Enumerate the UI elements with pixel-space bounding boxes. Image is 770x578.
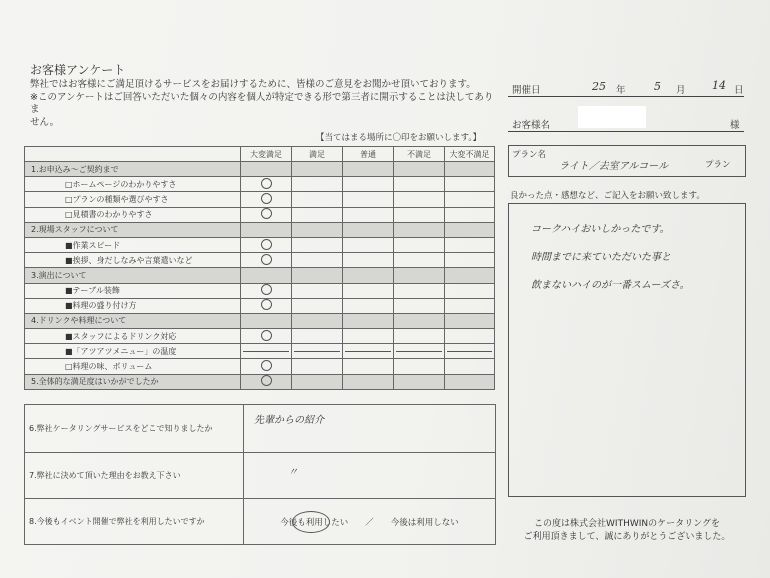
rating-cell[interactable]: [241, 207, 292, 222]
customer-name-label: お客様名: [512, 120, 551, 131]
item-label: ■「アツアツメニュー」の温度: [25, 344, 241, 359]
question-6-label: 6.弊社ケータリングサービスをどこで知りましたか: [25, 405, 244, 453]
circle-mark: [261, 178, 272, 189]
rating-cell[interactable]: [445, 222, 495, 237]
rating-cell[interactable]: [343, 298, 394, 313]
rating-cell[interactable]: [343, 313, 394, 328]
rating-cell[interactable]: [445, 344, 495, 359]
question-8-label: 8.今後もイベント開催で弊社を利用したいですか: [25, 499, 244, 545]
strike-line: [447, 351, 492, 352]
table-row: [25, 237, 495, 252]
rating-cell[interactable]: [445, 237, 495, 252]
rating-cell[interactable]: [292, 374, 343, 389]
redacted-name: [578, 106, 646, 128]
rating-cell[interactable]: [394, 253, 445, 268]
rating-cell[interactable]: [292, 237, 343, 252]
section-row: [25, 374, 495, 389]
item-label: ■挨拶、身だしなみや言葉遣いなど: [25, 253, 241, 268]
table-row: [25, 329, 495, 344]
date-year: 25: [592, 80, 606, 93]
rating-cell[interactable]: [445, 207, 495, 222]
column-very-unsatisfied: 大変不満足: [445, 147, 495, 162]
column-satisfied: 満足: [292, 147, 343, 162]
section-label: 4.ドリンクや料理について: [25, 313, 241, 328]
rating-cell[interactable]: [343, 268, 394, 283]
rating-cell[interactable]: [445, 329, 495, 344]
column-neutral: 普通: [343, 147, 394, 162]
name-underline: [508, 131, 744, 132]
rating-cell[interactable]: [343, 222, 394, 237]
rating-cell[interactable]: [292, 192, 343, 207]
section-label: 5.全体的な満足度はいかがでしたか: [25, 374, 241, 389]
circle-mark: [261, 239, 272, 250]
rating-cell[interactable]: [394, 374, 445, 389]
rating-cell[interactable]: [292, 283, 343, 298]
rating-cell[interactable]: [343, 359, 394, 374]
rating-cell[interactable]: [292, 207, 343, 222]
rating-cell[interactable]: [343, 207, 394, 222]
closing-line: ご利用頂きまして、誠にありがとうございました。: [523, 532, 731, 542]
rating-cell[interactable]: [394, 207, 445, 222]
item-label: ■テーブル装飾: [25, 283, 241, 298]
rating-cell[interactable]: [394, 237, 445, 252]
answer-circle-mark: [292, 511, 330, 533]
rating-cell[interactable]: [445, 162, 495, 177]
rating-cell[interactable]: [241, 283, 292, 298]
intro-line: ※このアンケートはご回答いただいた個々の内容を個人が特定できる形で第三者に開示することは決してありま: [30, 91, 494, 115]
rating-cell[interactable]: [445, 283, 495, 298]
rating-cell[interactable]: [241, 162, 292, 177]
rating-cell[interactable]: [343, 329, 394, 344]
item-label: ■料理の盛り付け方: [25, 298, 241, 313]
rating-cell[interactable]: [445, 374, 495, 389]
rating-cell[interactable]: [343, 177, 394, 192]
circle-mark: [261, 375, 272, 386]
column-unsatisfied: 不満足: [394, 147, 445, 162]
rating-cell[interactable]: [241, 237, 292, 252]
rating-cell[interactable]: [292, 329, 343, 344]
rating-cell[interactable]: [292, 268, 343, 283]
date-day: 14: [712, 79, 726, 92]
table-row: [25, 207, 495, 222]
question-7-answer: 〃: [244, 453, 496, 499]
rating-cell[interactable]: [292, 298, 343, 313]
item-label: ■スタッフによるドリンク対応: [25, 329, 241, 344]
rating-cell[interactable]: [343, 192, 394, 207]
table-row: [25, 177, 495, 192]
closing-line: この度は株式会社WITHWINのケータリングを: [534, 519, 720, 529]
plan-box: [508, 145, 746, 177]
date-month: 5: [654, 80, 661, 93]
strike-line: [294, 351, 340, 352]
section-label: 2.現場スタッフについて: [25, 222, 241, 237]
column-very-satisfied: 大変満足: [241, 147, 292, 162]
circle-mark: [261, 208, 272, 219]
table-row: [25, 253, 495, 268]
rating-cell[interactable]: [394, 177, 445, 192]
rating-cell[interactable]: [394, 268, 445, 283]
rating-cell[interactable]: [241, 359, 292, 374]
rating-cell[interactable]: [241, 268, 292, 283]
intro-text: [30, 79, 500, 129]
intro-line: せん。: [30, 116, 60, 128]
rating-cell[interactable]: [292, 313, 343, 328]
rating-cell[interactable]: [394, 313, 445, 328]
rating-cell[interactable]: [241, 329, 292, 344]
rating-cell[interactable]: [343, 253, 394, 268]
rating-cell[interactable]: [394, 329, 445, 344]
circle-mark: [261, 360, 272, 371]
rating-cell[interactable]: [292, 162, 343, 177]
rating-cell[interactable]: [292, 344, 343, 359]
customer-name-suffix: 様: [730, 120, 740, 131]
circle-mark: [261, 193, 272, 204]
plan-suffix: プラン: [705, 160, 731, 170]
table-row: [25, 192, 495, 207]
open-questions-table: [24, 404, 496, 544]
comment-line: 飲まないハイのが一番スムーズさ。: [531, 280, 690, 291]
comment-line: 時間までに来ていただいた事と: [531, 252, 671, 263]
rating-cell[interactable]: [241, 192, 292, 207]
section-row: [25, 313, 495, 328]
rating-cell[interactable]: [292, 359, 343, 374]
rating-cell[interactable]: [343, 344, 394, 359]
question-6-answer: 先輩からの紹介: [244, 405, 496, 453]
rating-cell[interactable]: [343, 283, 394, 298]
rating-cell[interactable]: [292, 177, 343, 192]
item-label: □プランの種類や選びやすさ: [25, 192, 241, 207]
rating-cell[interactable]: [343, 162, 394, 177]
table-header-blank: [25, 147, 241, 162]
table-row: [25, 344, 495, 359]
rating-cell[interactable]: [241, 313, 292, 328]
section-row: [25, 162, 495, 177]
rating-cell[interactable]: [292, 253, 343, 268]
rating-cell[interactable]: [445, 253, 495, 268]
strike-line: [396, 351, 442, 352]
circle-mark: [261, 299, 272, 310]
circle-mark: [261, 284, 272, 295]
closing-message: [512, 518, 742, 544]
rating-cell[interactable]: [394, 162, 445, 177]
rating-cell[interactable]: [445, 298, 495, 313]
rating-cell[interactable]: [394, 192, 445, 207]
rating-cell[interactable]: [394, 298, 445, 313]
rating-cell[interactable]: [445, 313, 495, 328]
date-label: 開催日: [512, 85, 541, 96]
instruction-text: 【当てはまる場所に〇印をお願いします。】: [316, 133, 482, 143]
rating-cell[interactable]: [241, 298, 292, 313]
section-row: [25, 222, 495, 237]
rating-cell[interactable]: [394, 359, 445, 374]
date-day-unit: 日: [734, 85, 744, 96]
section-label: 1.お申込み〜ご契約まで: [25, 162, 241, 177]
question-8-answer: [244, 499, 496, 545]
strike-line: [345, 351, 391, 352]
question-8-options: 今後も利用したい ／ 今後は利用しない: [280, 517, 459, 528]
rating-cell[interactable]: [445, 192, 495, 207]
rating-cell[interactable]: [445, 177, 495, 192]
rating-cell[interactable]: [241, 177, 292, 192]
question-7-label: 7.弊社に決めて頂いた理由をお教え下さい: [25, 453, 244, 499]
comments-box: [508, 203, 746, 497]
item-label: □料理の味、ボリューム: [25, 359, 241, 374]
rating-cell[interactable]: [241, 222, 292, 237]
item-label: ■作業スピード: [25, 237, 241, 252]
rating-cell[interactable]: [241, 344, 292, 359]
item-label: □ホームページのわかりやすさ: [25, 177, 241, 192]
table-row: [25, 298, 495, 313]
date-underline: [508, 96, 744, 97]
rating-cell[interactable]: [343, 237, 394, 252]
rating-cell[interactable]: [343, 374, 394, 389]
item-label: □見積書のわかりやすさ: [25, 207, 241, 222]
date-year-unit: 年: [616, 85, 626, 96]
table-row: [25, 283, 495, 298]
comment-line: コークハイおいしかったです。: [531, 224, 670, 235]
table-row: [25, 359, 495, 374]
circle-mark: [261, 254, 272, 265]
rating-cell[interactable]: [394, 344, 445, 359]
form-title: お客様アンケート: [30, 63, 126, 77]
rating-cell[interactable]: [292, 222, 343, 237]
rating-cell[interactable]: [241, 253, 292, 268]
plan-value: ライト／去室アルコール: [559, 161, 669, 172]
section-row: [25, 268, 495, 283]
strike-line: [243, 351, 289, 352]
section-label: 3.演出について: [25, 268, 241, 283]
rating-cell[interactable]: [445, 268, 495, 283]
rating-cell[interactable]: [394, 222, 445, 237]
rating-table: [24, 146, 494, 390]
circle-mark: [261, 330, 272, 341]
rating-cell[interactable]: [394, 283, 445, 298]
rating-cell[interactable]: [241, 374, 292, 389]
date-month-unit: 月: [676, 85, 686, 96]
plan-label: プラン名: [512, 150, 547, 160]
intro-line: 弊社ではお客様にご満足頂けるサービスをお届けするために、皆様のご意見をお聞かせ頂いております。: [30, 79, 476, 90]
rating-cell[interactable]: [445, 359, 495, 374]
comments-label: 良かった点・感想など、ご記入をお願い致します。: [510, 191, 705, 201]
